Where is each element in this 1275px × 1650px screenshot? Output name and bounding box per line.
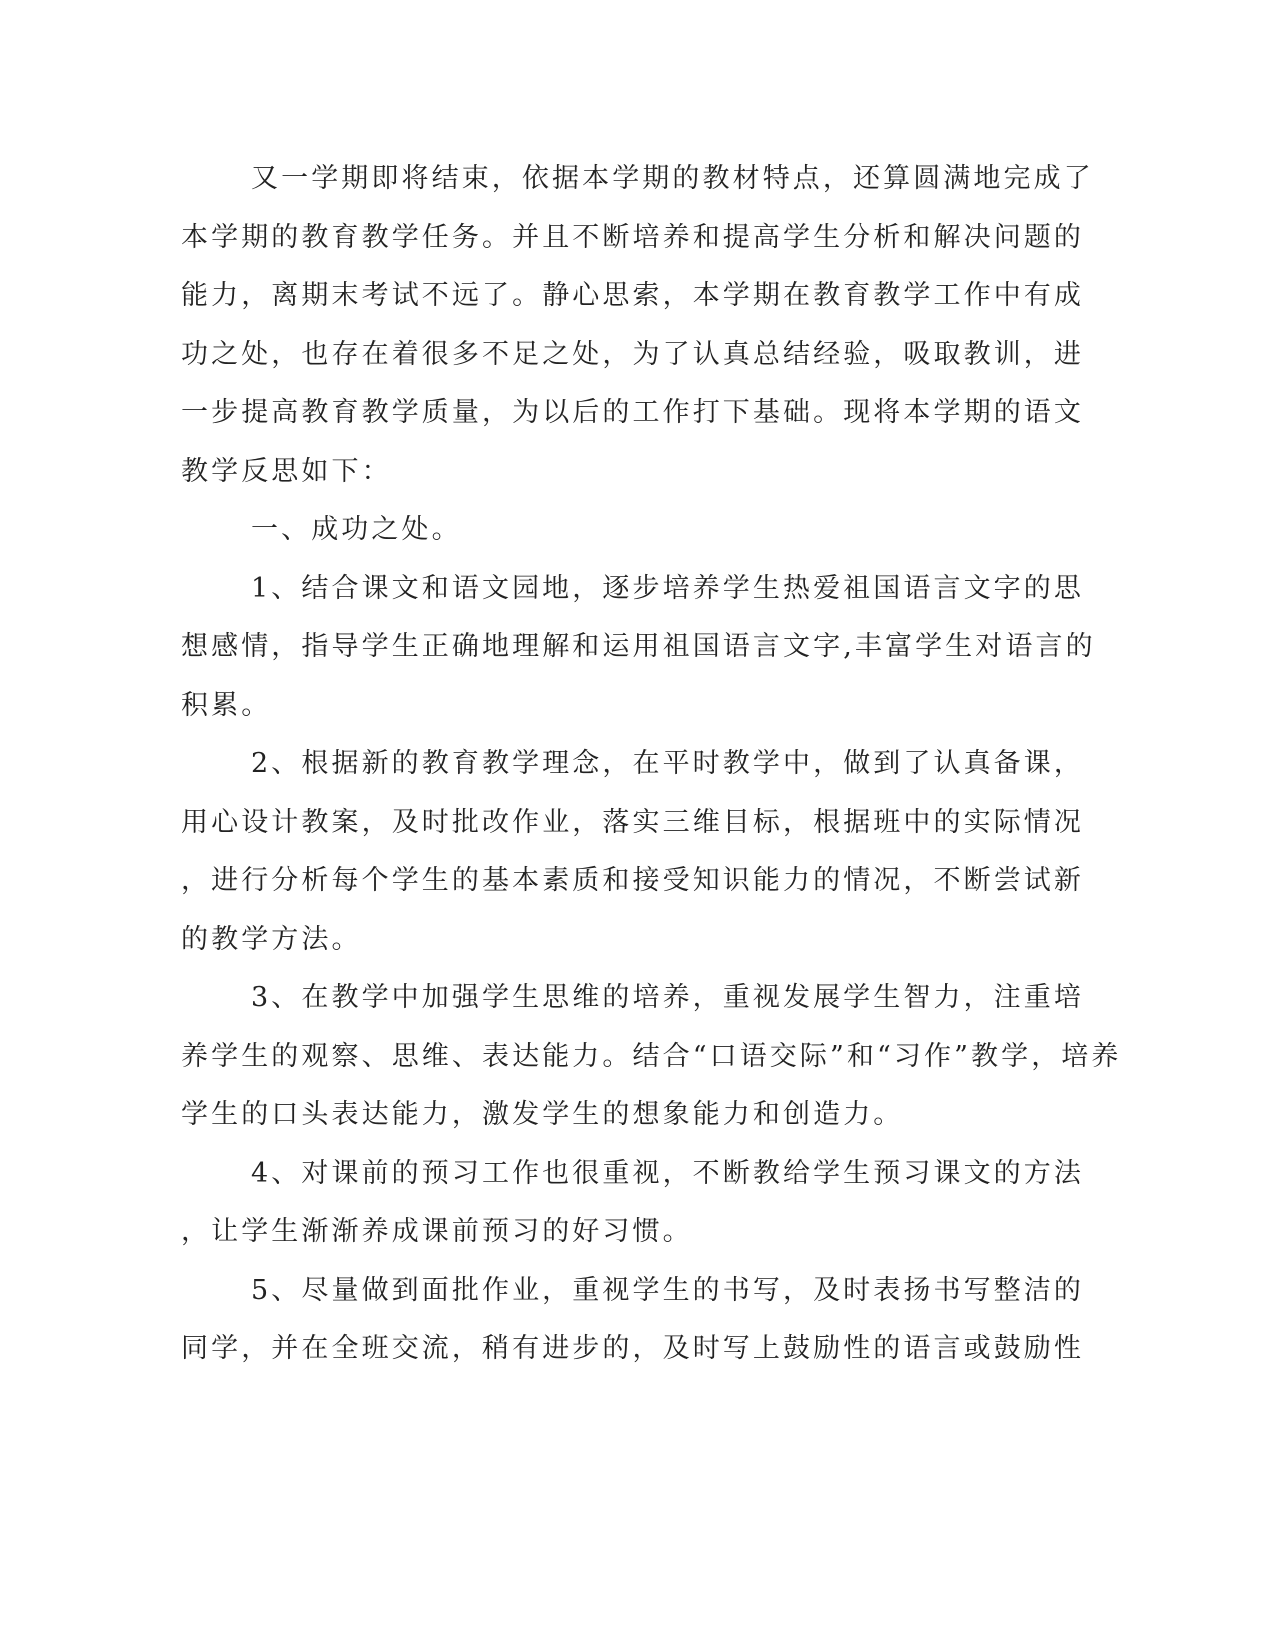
document-body — [181, 150, 1122, 1379]
text-line-6: 教学反思如下： — [181, 455, 392, 487]
text-line-19: ，让学生渐渐养成课前预习的好习惯。 — [181, 1216, 693, 1247]
text-line-9: 想感情，指导学生正确地理解和运用祖国语言文字,丰富学生对语言的 — [181, 631, 1096, 662]
text-line-12: 用心设计教案，及时批改作业，落实三维目标，根据班中的实际情况 — [181, 806, 1084, 838]
text-line-21: 同学，并在全班交流，稍有进步的，及时写上鼓励性的语言或鼓励性 — [181, 1333, 1084, 1364]
text-line-16: 养学生的观察、思维、表达能力。结合“口语交际”和“习作”教学，培养 — [181, 1040, 1122, 1072]
text-line-10: 积累。 — [181, 689, 272, 721]
text-line-11: 2、根据新的教育教学理念，在平时教学中，做到了认真备课， — [251, 748, 1084, 779]
text-line-18: 4、对课前的预习工作也很重视，不断教给学生预习课文的方法 — [251, 1157, 1084, 1189]
text-line-13: ，进行分析每个学生的基本素质和接受知识能力的情况，不断尝试新 — [181, 865, 1084, 896]
text-line-3: 能力，离期末考试不远了。静心思索，本学期在教育教学工作中有成 — [181, 280, 1084, 311]
section-heading: 一、成功之处。 — [251, 514, 462, 545]
text-line-5: 一步提高教育教学质量，为以后的工作打下基础。现将本学期的语文 — [181, 397, 1084, 428]
text-line-15: 3、在教学中加强学生思维的培养，重视发展学生智力，注重培 — [251, 982, 1084, 1013]
text-line-14: 的教学方法。 — [181, 923, 362, 955]
text-line-4: 功之处，也存在着很多不足之处，为了认真总结经验，吸取教训，进 — [181, 338, 1084, 370]
text-line-8: 1、结合课文和语文园地，逐步培养学生热爱祖国语言文字的思 — [251, 572, 1084, 604]
text-line-20: 5、尽量做到面批作业，重视学生的书写，及时表扬书写整洁的 — [251, 1274, 1084, 1306]
text-line-1: 又一学期即将结束，依据本学期的教材特点，还算圆满地完成了 — [251, 163, 1094, 194]
text-line-2: 本学期的教育教学任务。并且不断培养和提高学生分析和解决问题的 — [181, 221, 1084, 253]
text-line-17: 学生的口头表达能力，激发学生的想象能力和创造力。 — [181, 1099, 904, 1130]
